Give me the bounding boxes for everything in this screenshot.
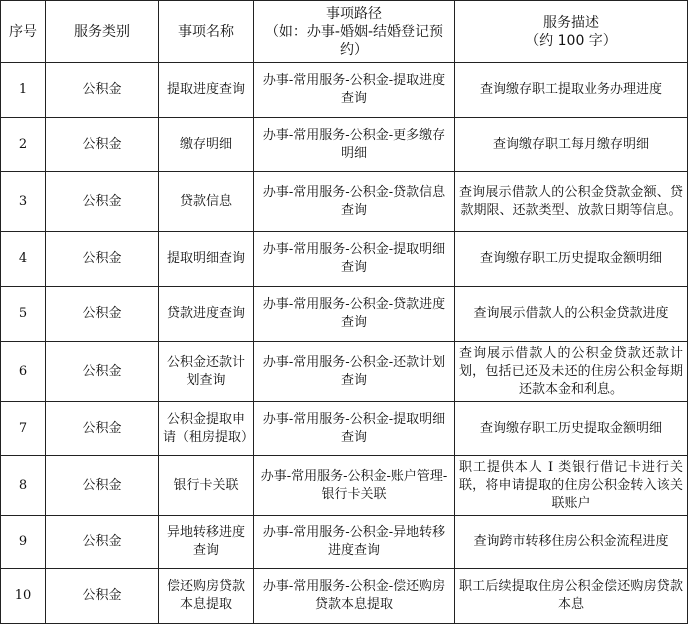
cell-no: 2 [1,118,46,172]
cell-name: 贷款信息 [159,172,254,232]
table-row [1,172,688,232]
cell-name: 异地转移进度查询 [159,516,254,569]
cell-name: 公积金还款计划查询 [159,342,254,402]
header-no: 序号 [1,1,46,63]
cell-name: 贷款进度查询 [159,287,254,342]
cell-desc: 查询展示借款人的公积金贷款还款计划，包括已还及未还的住房公积金每期还款本金和利息。 [455,342,688,402]
cell-desc: 职工提供本人 I 类银行借记卡进行关联，将申请提取的住房公积金转入该关联账户 [455,456,688,516]
header-path: 事项路径 （如：办事-婚姻-结婚登记预约） [254,1,455,63]
cell-path: 办事-常用服务-公积金-提取明细查询 [254,232,455,287]
cell-category: 公积金 [46,569,159,624]
cell-desc: 查询展示借款人的公积金贷款金额、贷款期限、还款类型、放款日期等信息。 [455,172,688,232]
cell-category: 公积金 [46,63,159,118]
cell-no: 9 [1,516,46,569]
cell-no: 7 [1,402,46,456]
cell-no: 6 [1,342,46,402]
header-name: 事项名称 [159,1,254,63]
cell-path: 办事-常用服务-公积金-更多缴存明细 [254,118,455,172]
cell-path: 办事-常用服务-公积金-还款计划查询 [254,342,455,402]
cell-no: 1 [1,63,46,118]
cell-path: 办事-常用服务-公积金-异地转移进度查询 [254,516,455,569]
cell-no: 10 [1,569,46,624]
cell-desc: 查询缴存职工提取业务办理进度 [455,63,688,118]
cell-desc: 查询缴存职工历史提取金额明细 [455,402,688,456]
cell-category: 公积金 [46,287,159,342]
cell-path: 办事-常用服务-公积金-账户管理-银行卡关联 [254,456,455,516]
cell-path: 办事-常用服务-公积金-偿还购房贷款本息提取 [254,569,455,624]
cell-name: 偿还购房贷款本息提取 [159,569,254,624]
cell-category: 公积金 [46,516,159,569]
table-row [1,516,688,569]
header-desc: 服务描述 （约 100 字） [455,1,688,63]
cell-path: 办事-常用服务-公积金-贷款进度查询 [254,287,455,342]
table-row [1,456,688,516]
cell-category: 公积金 [46,172,159,232]
cell-category: 公积金 [46,118,159,172]
cell-category: 公积金 [46,402,159,456]
cell-category: 公积金 [46,232,159,287]
cell-no: 3 [1,172,46,232]
table-row [1,402,688,456]
cell-no: 4 [1,232,46,287]
cell-desc: 职工后续提取住房公积金偿还购房贷款本息 [455,569,688,624]
cell-path: 办事-常用服务-公积金-提取明细查询 [254,402,455,456]
cell-desc: 查询缴存职工历史提取金额明细 [455,232,688,287]
cell-category: 公积金 [46,342,159,402]
cell-desc: 查询缴存职工每月缴存明细 [455,118,688,172]
table-row [1,63,688,118]
cell-no: 8 [1,456,46,516]
cell-no: 5 [1,287,46,342]
table-row [1,287,688,342]
cell-category: 公积金 [46,456,159,516]
cell-name: 提取进度查询 [159,63,254,118]
table-row [1,569,688,624]
cell-name: 公积金提取申请（租房提取） [159,402,254,456]
cell-name: 缴存明细 [159,118,254,172]
cell-name: 提取明细查询 [159,232,254,287]
table-row [1,232,688,287]
header-category: 服务类别 [46,1,159,63]
cell-path: 办事-常用服务-公积金-提取进度查询 [254,63,455,118]
header-row [1,1,688,63]
table-row [1,118,688,172]
cell-path: 办事-常用服务-公积金-贷款信息查询 [254,172,455,232]
cell-desc: 查询跨市转移住房公积金流程进度 [455,516,688,569]
table-row [1,342,688,402]
cell-name: 银行卡关联 [159,456,254,516]
cell-desc: 查询展示借款人的公积金贷款进度 [455,287,688,342]
